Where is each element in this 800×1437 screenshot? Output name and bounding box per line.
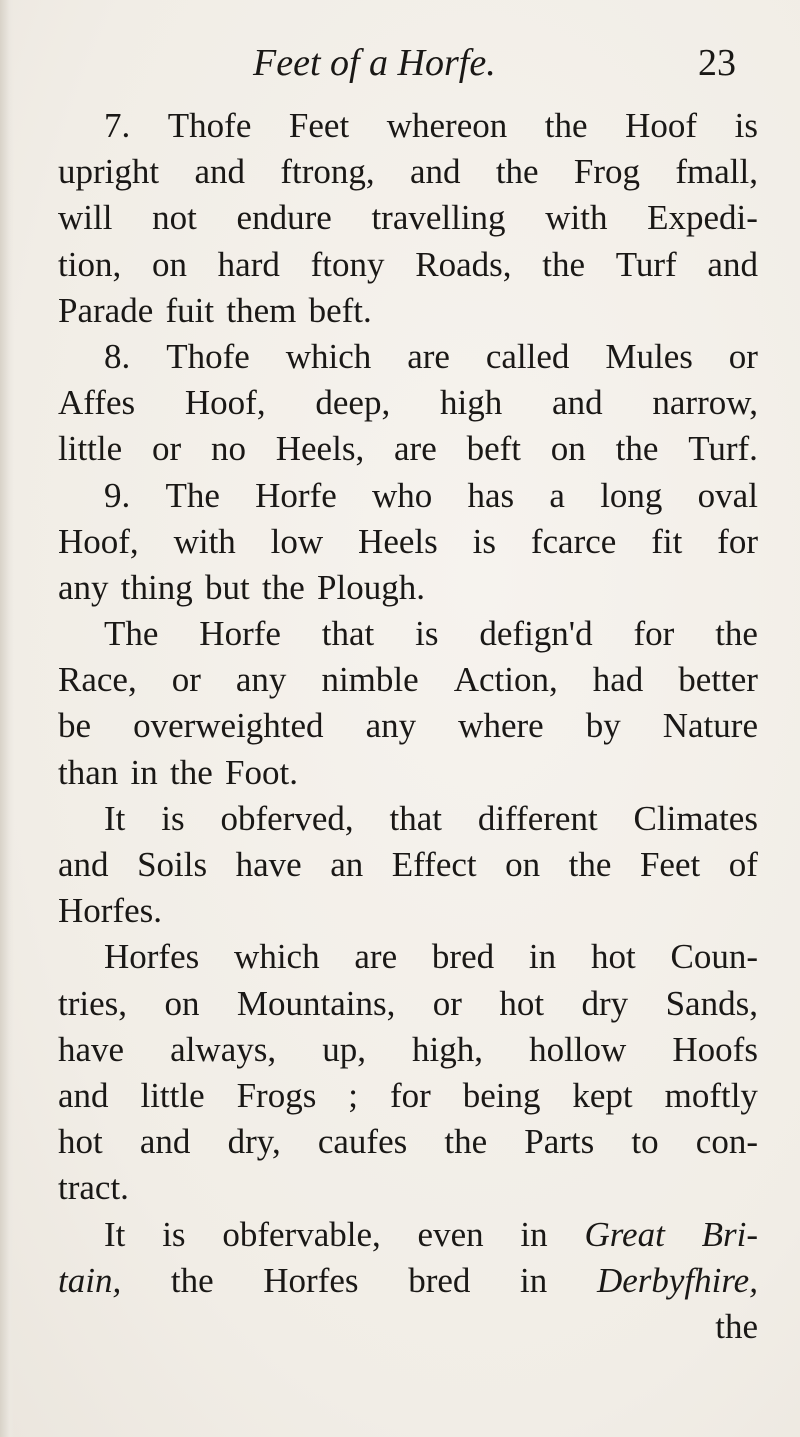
word: Parts [524, 1122, 595, 1162]
word: them [226, 290, 297, 330]
word: has [467, 475, 515, 515]
word: Frogs [236, 1075, 317, 1115]
word: Plough. [317, 567, 425, 607]
word: tain, [58, 1260, 122, 1300]
word: better [678, 660, 758, 700]
word: who [372, 475, 433, 515]
word: long [600, 475, 663, 515]
word: Turf. [688, 429, 758, 469]
word: The [165, 475, 220, 515]
word: the [542, 244, 585, 284]
word: It [104, 1214, 126, 1254]
word: for [389, 1075, 431, 1115]
text-line [58, 796, 758, 842]
word: no [210, 429, 246, 469]
word: even [417, 1214, 484, 1254]
word: overweighted [133, 706, 324, 746]
word: high, [412, 1029, 483, 1069]
word: different [477, 798, 598, 838]
binding-gutter [0, 0, 14, 1437]
word: Horfes [104, 937, 200, 977]
word: deep, [315, 383, 391, 423]
word: any [235, 660, 287, 700]
word: Horfes [263, 1260, 359, 1300]
word: always, [170, 1029, 277, 1069]
word: and [409, 152, 461, 192]
word: obferved, [220, 798, 354, 838]
word: Coun- [670, 937, 758, 977]
word: for [633, 614, 675, 654]
word: high [440, 383, 503, 423]
word: and [58, 845, 109, 884]
word: the [544, 106, 588, 145]
word: the [170, 752, 213, 792]
word: upright [58, 152, 160, 192]
page-header [0, 38, 800, 88]
word: nimble [321, 660, 419, 700]
text-line [58, 1073, 758, 1119]
word: any [365, 706, 417, 746]
word: and [194, 152, 245, 192]
word: fmall, [675, 152, 758, 192]
text-line [58, 934, 758, 980]
word: Horfe [255, 475, 337, 515]
word: obfervable, [222, 1214, 381, 1254]
word: of [728, 845, 758, 884]
word: than [58, 752, 119, 792]
word: and [707, 244, 758, 284]
text-line [58, 1027, 758, 1073]
running-title: Feet of a Horfe. [253, 42, 496, 84]
word: the [615, 429, 659, 469]
word: whereon [386, 106, 508, 145]
word: in [520, 1260, 548, 1300]
word: tract. [58, 1168, 129, 1208]
text-line [58, 1212, 758, 1258]
word: but [205, 567, 250, 607]
word: dry [581, 983, 629, 1023]
word: moftly [664, 1075, 758, 1115]
word: Affes [58, 383, 136, 423]
word: ftrong, [280, 152, 375, 192]
word: Soils [137, 845, 208, 884]
word: being [462, 1075, 541, 1115]
text-line [58, 380, 758, 426]
word: Race, [58, 660, 137, 700]
word: Feet [639, 845, 701, 884]
word: ftony [310, 244, 385, 284]
word: Heels, [275, 429, 365, 469]
text-line [58, 565, 758, 611]
word: Nature [662, 706, 758, 746]
text-line [58, 1304, 758, 1350]
word: is [162, 1214, 186, 1254]
word: narrow, [652, 383, 758, 423]
word: Action, [453, 660, 558, 700]
text-line [58, 750, 758, 796]
word: up, [322, 1029, 366, 1069]
word: Expedi- [647, 198, 758, 238]
word: Climates [633, 798, 758, 838]
word: travelling [371, 198, 506, 238]
word: which [234, 937, 320, 977]
word: the [715, 1306, 758, 1346]
word: low [270, 521, 324, 561]
word: any [58, 567, 109, 607]
word: Thofe [167, 106, 252, 145]
word: bred [431, 937, 495, 977]
word: Horfes. [58, 891, 162, 931]
word: Great [584, 1214, 665, 1254]
word: caufes [317, 1122, 408, 1162]
text-line [58, 103, 758, 149]
word: oval [697, 475, 758, 515]
page-number: 23 [698, 42, 736, 84]
word: the [715, 614, 758, 654]
word: in [520, 1214, 548, 1254]
text-line [58, 149, 758, 195]
word: hot [590, 937, 636, 977]
word: 7. [104, 106, 131, 145]
text-line [58, 657, 758, 703]
text-line [58, 842, 758, 888]
text-line [58, 981, 758, 1027]
word: in [130, 752, 158, 792]
word: is [472, 521, 496, 561]
word: Sands, [665, 983, 758, 1023]
text-line [58, 473, 758, 519]
word: called [485, 336, 570, 376]
word: hot [499, 983, 545, 1023]
word: and [139, 1122, 191, 1162]
word: the [495, 152, 539, 192]
word: hot [58, 1122, 103, 1162]
word: are [394, 429, 437, 469]
word: which [285, 336, 372, 376]
word: or [432, 983, 462, 1023]
word: had [592, 660, 644, 700]
word: Thofe [166, 336, 250, 376]
word: with [173, 521, 236, 561]
text-line [58, 288, 758, 334]
word: It [104, 798, 126, 838]
word: on [550, 429, 586, 469]
text-line [58, 703, 758, 749]
text-line [58, 195, 758, 241]
word: the [170, 1260, 214, 1300]
word: Mules [605, 336, 693, 376]
word: Parade [58, 290, 154, 330]
word: hard [217, 244, 280, 284]
word: is [415, 614, 439, 654]
word: endure [236, 198, 332, 238]
word: beft. [308, 290, 372, 330]
text-line [58, 334, 758, 380]
word: with [545, 198, 608, 238]
word: fcarce [530, 521, 617, 561]
word: beft [466, 429, 521, 469]
word: is [734, 106, 758, 145]
word: The [104, 614, 159, 654]
text-line [58, 519, 758, 565]
word: Horfe [199, 614, 281, 654]
text-line [58, 1165, 758, 1211]
word: Foot. [225, 752, 298, 792]
word: is [161, 798, 185, 838]
word: fuit [165, 290, 215, 330]
word: and [58, 1075, 109, 1115]
text-line [58, 888, 758, 934]
text-line [58, 1119, 758, 1165]
word: or [151, 429, 182, 469]
word: have [235, 845, 302, 884]
word: are [407, 336, 450, 376]
word: bred [408, 1260, 471, 1300]
word: are [354, 937, 398, 977]
word: have [58, 1029, 125, 1069]
word: thing [120, 567, 193, 607]
word: Mountains, [236, 983, 396, 1023]
text-line [58, 1258, 758, 1304]
word: hollow [529, 1029, 627, 1069]
word: that [389, 798, 442, 838]
word: that [321, 614, 375, 654]
word: the [444, 1122, 488, 1162]
word: little [58, 429, 123, 469]
word: on [505, 845, 541, 884]
word: in [528, 937, 557, 977]
word: Roads, [415, 244, 512, 284]
word: for [717, 521, 758, 561]
word: be [58, 706, 92, 746]
word: the [568, 845, 612, 884]
word: Heels [358, 521, 438, 561]
word: Hoofs [672, 1029, 758, 1069]
word: Turf [615, 244, 677, 284]
word: or [171, 660, 201, 700]
word: the [261, 567, 305, 607]
word: Derbyfhire, [596, 1260, 758, 1300]
word: or [728, 336, 758, 376]
word: Effect [391, 845, 477, 884]
word: to [631, 1122, 659, 1162]
word: dry, [227, 1122, 281, 1162]
word: Frog [573, 152, 641, 192]
word: fit [651, 521, 683, 561]
word: on [164, 983, 200, 1023]
word: a [549, 475, 565, 515]
word: will [58, 198, 113, 238]
word: ; [348, 1075, 358, 1115]
word: Bri- [701, 1214, 758, 1254]
word: on [151, 244, 187, 284]
word: by [585, 706, 621, 746]
word: where [458, 706, 544, 746]
word: 8. [104, 336, 131, 376]
word: Feet [288, 106, 350, 145]
word: defign'd [479, 614, 593, 654]
word: Hoof, [184, 383, 266, 423]
text-line [58, 426, 758, 472]
word: con- [695, 1122, 758, 1162]
word: an [330, 845, 364, 884]
word: tion, [58, 244, 122, 284]
body-text [58, 103, 758, 1350]
word: kept [572, 1075, 633, 1115]
word: little [140, 1075, 205, 1115]
word: Hoof, [58, 521, 139, 561]
word: Hoof [625, 106, 698, 145]
word: not [152, 198, 197, 238]
word: 9. [104, 475, 131, 515]
word: and [552, 383, 603, 423]
text-line [58, 611, 758, 657]
text-line [58, 242, 758, 288]
word: tries, [58, 983, 128, 1023]
